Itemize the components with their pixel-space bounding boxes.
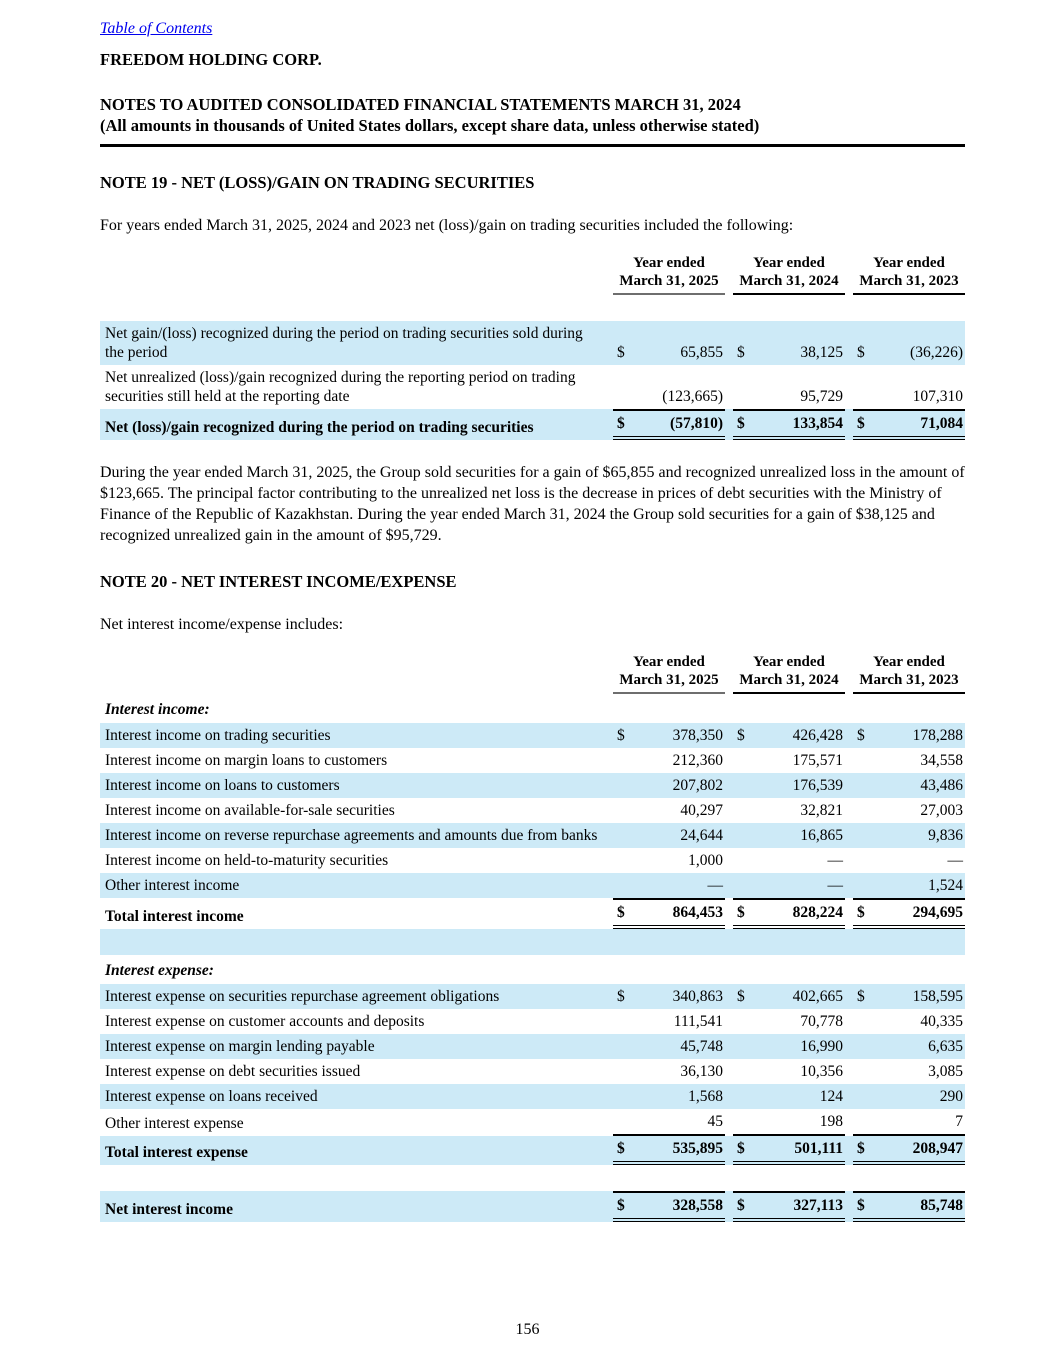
value-cell (613, 823, 725, 848)
column-header: Year ended March 31, 2023 (853, 653, 965, 694)
table-header-spacer (100, 289, 605, 295)
table-row (100, 365, 965, 409)
value-text: 45,748 (680, 1038, 723, 1055)
value-cell (733, 823, 845, 848)
dollar-sign: $ (737, 415, 745, 432)
value-cell (613, 1109, 725, 1136)
page-number: 156 (515, 1321, 540, 1338)
value-cell (733, 694, 845, 723)
column-header: Year ended March 31, 2025 (613, 254, 725, 295)
value-cell (613, 1191, 725, 1222)
value-text: 340,863 (672, 988, 723, 1005)
table-row (100, 321, 965, 365)
value-cell (613, 1034, 725, 1059)
value-cell (733, 1034, 845, 1059)
note19-heading: NOTE 19 - NET (LOSS)/GAIN ON TRADING SECURITIES (100, 173, 535, 192)
dollar-sign: $ (737, 727, 745, 744)
value-cell (853, 823, 965, 848)
row-label: Net gain/(loss) recognized during the period on trading securities sold during the period (105, 325, 583, 361)
column-header: Year ended March 31, 2024 (733, 254, 845, 295)
table-row (100, 1009, 965, 1034)
dollar-sign: $ (857, 344, 865, 361)
value-text: 207,802 (672, 777, 723, 794)
note19-intro: For years ended March 31, 2025, 2024 and 2023 net (loss)/gain on trading securities included the following: (100, 217, 794, 234)
value-text: 6,635 (928, 1038, 963, 1055)
value-cell (613, 848, 725, 873)
dollar-sign: $ (857, 727, 865, 744)
value-text: 7 (955, 1113, 963, 1130)
net-interest-table (100, 653, 965, 1222)
dollar-sign: $ (857, 415, 865, 432)
dollar-sign: $ (737, 904, 745, 921)
row-label: Interest income on margin loans to customers (105, 752, 388, 769)
row-label: Total interest income (105, 908, 244, 925)
value-text: 290 (939, 1088, 963, 1105)
table-row (100, 694, 965, 723)
value-text: 107,310 (912, 388, 963, 405)
value-cell (853, 873, 965, 898)
value-cell (853, 798, 965, 823)
value-text: 45 (707, 1113, 723, 1130)
row-label: Net (loss)/gain recognized during the period on trading securities (105, 419, 534, 436)
value-cell (613, 723, 725, 748)
value-cell (733, 365, 845, 409)
value-cell (853, 984, 965, 1009)
dollar-sign: $ (737, 344, 745, 361)
value-cell (853, 848, 965, 873)
value-cell (733, 798, 845, 823)
value-text: 111,541 (673, 1013, 723, 1030)
statement-subtitle: (All amounts in thousands of United States dollars, except share data, unless otherwise stated) (100, 116, 760, 135)
value-cell (733, 1136, 845, 1165)
value-cell (613, 748, 725, 773)
value-text: 38,125 (800, 344, 843, 361)
value-text: 864,453 (672, 904, 723, 921)
company-name: FREEDOM HOLDING CORP. (100, 50, 322, 69)
row-label: Interest income on available-for-sale securities (105, 802, 395, 819)
value-text: 40,297 (680, 802, 723, 819)
table-row (100, 1191, 965, 1222)
value-cell (733, 984, 845, 1009)
value-text: — (947, 852, 963, 869)
value-cell (733, 1084, 845, 1109)
table-row (100, 984, 965, 1009)
value-text: 65,855 (680, 344, 723, 361)
value-cell (733, 955, 845, 984)
value-cell (853, 1191, 965, 1222)
value-cell (613, 1059, 725, 1084)
trading-securities-table (100, 254, 965, 440)
value-text: 3,085 (928, 1063, 963, 1080)
value-cell (853, 1034, 965, 1059)
value-text: 208,947 (912, 1140, 963, 1157)
table-row (100, 295, 965, 321)
table-row (100, 409, 965, 440)
value-cell (613, 955, 725, 984)
value-text: 34,558 (920, 752, 963, 769)
value-text: 294,695 (912, 904, 963, 921)
value-cell (733, 898, 845, 929)
value-cell (613, 773, 725, 798)
table-row (100, 1109, 965, 1136)
dollar-sign: $ (617, 988, 625, 1005)
statement-title-block (100, 94, 965, 147)
value-text: 176,539 (792, 777, 843, 794)
value-text: 16,865 (800, 827, 843, 844)
statement-title: NOTES TO AUDITED CONSOLIDATED FINANCIAL STATEMENTS MARCH 31, 2024 (100, 95, 741, 114)
table-header-row (100, 653, 965, 694)
value-text: 70,778 (800, 1013, 843, 1030)
value-cell (613, 898, 725, 929)
table-row (100, 929, 965, 955)
value-cell (853, 955, 965, 984)
column-header: Year ended March 31, 2023 (853, 254, 965, 295)
value-cell (613, 798, 725, 823)
value-text: 378,350 (672, 727, 723, 744)
value-text: 1,000 (688, 852, 723, 869)
value-cell (853, 898, 965, 929)
value-cell (733, 1109, 845, 1136)
value-cell (853, 748, 965, 773)
value-cell (613, 1084, 725, 1109)
value-text: 9,836 (928, 827, 963, 844)
column-header: Year ended March 31, 2025 (613, 653, 725, 694)
value-text: 212,360 (672, 752, 723, 769)
value-cell (613, 873, 725, 898)
table-of-contents-link[interactable]: Table of Contents (100, 20, 213, 37)
dollar-sign: $ (737, 1197, 745, 1214)
value-cell (733, 748, 845, 773)
value-cell (853, 1084, 965, 1109)
value-cell (853, 365, 965, 409)
table-row (100, 873, 965, 898)
value-cell (613, 1136, 725, 1165)
row-label: Interest income: (105, 701, 210, 718)
dollar-sign: $ (617, 415, 625, 432)
value-cell (853, 694, 965, 723)
row-label: Interest income on reverse repurchase agreements and amounts due from banks (105, 827, 598, 844)
value-text: 1,568 (688, 1088, 723, 1105)
row-label: Interest expense on margin lending payable (105, 1038, 375, 1055)
table-row (100, 1034, 965, 1059)
row-label: Interest income on held-to-maturity securities (105, 852, 389, 869)
row-label: Total interest expense (105, 1144, 248, 1161)
column-header: Year ended March 31, 2024 (733, 653, 845, 694)
table-row (100, 1136, 965, 1165)
value-cell (853, 321, 965, 365)
value-cell (733, 873, 845, 898)
value-cell (853, 1009, 965, 1034)
dollar-sign: $ (857, 988, 865, 1005)
value-cell (733, 723, 845, 748)
row-label: Interest expense on debt securities issued (105, 1063, 361, 1080)
value-cell (613, 1009, 725, 1034)
note20-intro: Net interest income/expense includes: (100, 616, 344, 633)
value-text: 85,748 (920, 1197, 963, 1214)
value-text: 402,665 (792, 988, 843, 1005)
value-text: 16,990 (800, 1038, 843, 1055)
row-label: Interest income on trading securities (105, 727, 331, 744)
table-row (100, 898, 965, 929)
value-text: 40,335 (920, 1013, 963, 1030)
row-label: Net unrealized (loss)/gain recognized during the reporting period on trading securities still held at the reporting date (105, 369, 576, 405)
value-text: 133,854 (792, 415, 843, 432)
table-row (100, 1165, 965, 1191)
value-text: 501,111 (794, 1140, 843, 1157)
value-text: 535,895 (672, 1140, 723, 1157)
value-cell (733, 848, 845, 873)
value-cell (733, 1009, 845, 1034)
value-text: 71,084 (920, 415, 963, 432)
row-label: Interest income on loans to customers (105, 777, 340, 794)
value-text: 327,113 (793, 1197, 843, 1214)
table-row (100, 823, 965, 848)
value-cell (853, 723, 965, 748)
table-row (100, 1084, 965, 1109)
value-text: 1,524 (928, 877, 963, 894)
table-header-row (100, 254, 965, 295)
table-row (100, 748, 965, 773)
value-cell (613, 321, 725, 365)
value-text: 32,821 (800, 802, 843, 819)
value-cell (733, 409, 845, 440)
table-row (100, 1059, 965, 1084)
dollar-sign: $ (617, 727, 625, 744)
value-text: 43,486 (920, 777, 963, 794)
value-cell (853, 1109, 965, 1136)
value-text: 198 (819, 1113, 843, 1130)
table-row (100, 798, 965, 823)
value-text: 124 (819, 1088, 843, 1105)
value-text: — (827, 852, 843, 869)
dollar-sign: $ (617, 344, 625, 361)
value-text: 10,356 (800, 1063, 843, 1080)
value-cell (733, 321, 845, 365)
row-label: Interest expense on loans received (105, 1088, 318, 1105)
value-text: 828,224 (792, 904, 843, 921)
value-text: — (707, 877, 723, 894)
value-cell (733, 1191, 845, 1222)
value-text: 36,130 (680, 1063, 723, 1080)
value-text: 426,428 (792, 727, 843, 744)
dollar-sign: $ (737, 988, 745, 1005)
value-cell (733, 773, 845, 798)
value-cell (853, 1136, 965, 1165)
value-cell (613, 694, 725, 723)
value-cell (853, 409, 965, 440)
value-text: 158,595 (912, 988, 963, 1005)
value-cell (613, 409, 725, 440)
value-text: 95,729 (800, 388, 843, 405)
value-cell (853, 773, 965, 798)
value-text: (36,226) (910, 344, 963, 361)
value-text: 27,003 (920, 802, 963, 819)
value-cell (733, 1059, 845, 1084)
value-text: 328,558 (672, 1197, 723, 1214)
value-text: (57,810) (670, 415, 723, 432)
value-text: 178,288 (912, 727, 963, 744)
row-label: Other interest income (105, 877, 240, 894)
table-row (100, 773, 965, 798)
dollar-sign: $ (737, 1140, 745, 1157)
value-text: — (827, 877, 843, 894)
table-row (100, 955, 965, 984)
dollar-sign: $ (617, 904, 625, 921)
value-cell (853, 1059, 965, 1084)
row-label: Net interest income (105, 1201, 233, 1218)
dollar-sign: $ (617, 1197, 625, 1214)
value-cell (613, 984, 725, 1009)
value-text: 24,644 (680, 827, 723, 844)
dollar-sign: $ (857, 1197, 865, 1214)
value-cell (613, 365, 725, 409)
table-row (100, 723, 965, 748)
note20-heading: NOTE 20 - NET INTEREST INCOME/EXPENSE (100, 572, 457, 591)
dollar-sign: $ (617, 1140, 625, 1157)
row-label: Other interest expense (105, 1115, 244, 1132)
note19-paragraph: During the year ended March 31, 2025, the Group sold securities for a gain of $65,855 and recognized unrealized loss in the amount of $123,665. The principal factor contributing to the unrealized net loss is the decrease in prices of debt securities with the Ministry of Finance of the Republic of Kazakhstan. During the year ended March 31, 2024 the Group sold securities for a gain of $38,125 and recognized unrealized gain in the amount of $95,729. (100, 464, 965, 544)
row-label: Interest expense: (105, 962, 214, 979)
table-row (100, 848, 965, 873)
row-label: Interest expense on customer accounts and deposits (105, 1013, 425, 1030)
dollar-sign: $ (857, 1140, 865, 1157)
row-label: Interest expense on securities repurchase agreement obligations (105, 988, 500, 1005)
value-text: 175,571 (792, 752, 843, 769)
dollar-sign: $ (857, 904, 865, 921)
value-text: (123,665) (662, 388, 723, 405)
